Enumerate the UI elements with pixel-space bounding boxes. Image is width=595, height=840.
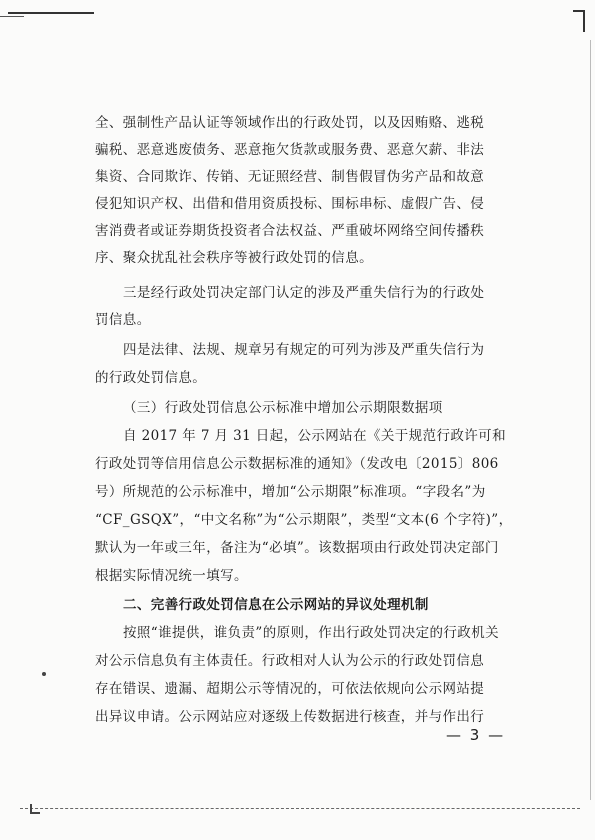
paragraph-line: 序、聚众扰乱社会秩序等被行政处罚的信息。 — [95, 250, 373, 266]
paragraph-line: 四是法律、法规、规章另有规定的可列为涉及严重失信行为 — [123, 342, 485, 358]
page-number: — 3 — — [446, 726, 506, 744]
paragraph-line: 骗税、恶意逃废债务、恶意拖欠货款或服务费、恶意欠薪、非法 — [95, 142, 485, 158]
paragraph-line: 自 2017 年 7 月 31 日起，公示网站在《关于规范行政许可和 — [123, 428, 506, 444]
paragraph-line: 号）所规范的公示标准中，增加“公示期限”标准项。“字段名”为 — [95, 484, 486, 500]
scan-artifact — [30, 804, 40, 814]
paragraph-line: 集资、合同欺诈、传销、无证照经营、制售假冒伪劣产品和故意 — [95, 169, 485, 185]
section-subheading: （三）行政处罚信息公示标准中增加公示期限数据项 — [123, 400, 443, 416]
paragraph-line: 存在错误、遗漏、超期公示等情况的，可依法依规向公示网站提 — [95, 681, 485, 697]
paragraph-line: 全、强制性产品认证等领域作出的行政处罚，以及因贿赂、逃税 — [95, 115, 485, 131]
paragraph-line: 罚信息。 — [95, 312, 151, 328]
paragraph-line: 三是经行政处罚决定部门认定的涉及严重失信行为的行政处 — [123, 285, 485, 301]
section-heading: 二、完善行政处罚信息在公示网站的异议处理机制 — [123, 597, 429, 613]
paragraph-line: 侵犯知识产权、出借和借用资质投标、围标串标、虚假广告、侵 — [95, 196, 485, 212]
paragraph-line: 根据实际情况统一填写。 — [95, 568, 248, 584]
paragraph-line: 按照“谁提供，谁负责”的原则，作出行政处罚决定的行政机关 — [123, 625, 500, 641]
paragraph-line: 行政处罚等信用信息公示数据标准的通知》（发改电〔2015〕806 — [95, 456, 499, 472]
paragraph-line: 默认为一年或三年，备注为“必填”。该数据项由行政处罚决定部门 — [95, 540, 499, 556]
scan-artifact — [573, 10, 585, 32]
scan-artifact — [0, 16, 24, 17]
paragraph-line: 对公示信息负有主体责任。行政相对人认为公示的行政处罚信息 — [95, 653, 485, 669]
paragraph-line: 的行政处罚信息。 — [95, 370, 207, 386]
paragraph-line: 出异议申请。公示网站应对逐级上传数据进行核查，并与作出行 — [95, 709, 485, 725]
scan-artifact — [42, 672, 46, 676]
paragraph-line: “CF_GSQX”，“中文名称”为“公示期限”，类型“文本(6 个字符)”， — [95, 512, 513, 528]
scan-artifact — [590, 40, 591, 800]
scan-artifact — [20, 808, 580, 810]
scan-artifact — [8, 12, 94, 14]
paragraph-line: 害消费者或证券期货投资者合法权益、严重破坏网络空间传播秩 — [95, 223, 485, 239]
